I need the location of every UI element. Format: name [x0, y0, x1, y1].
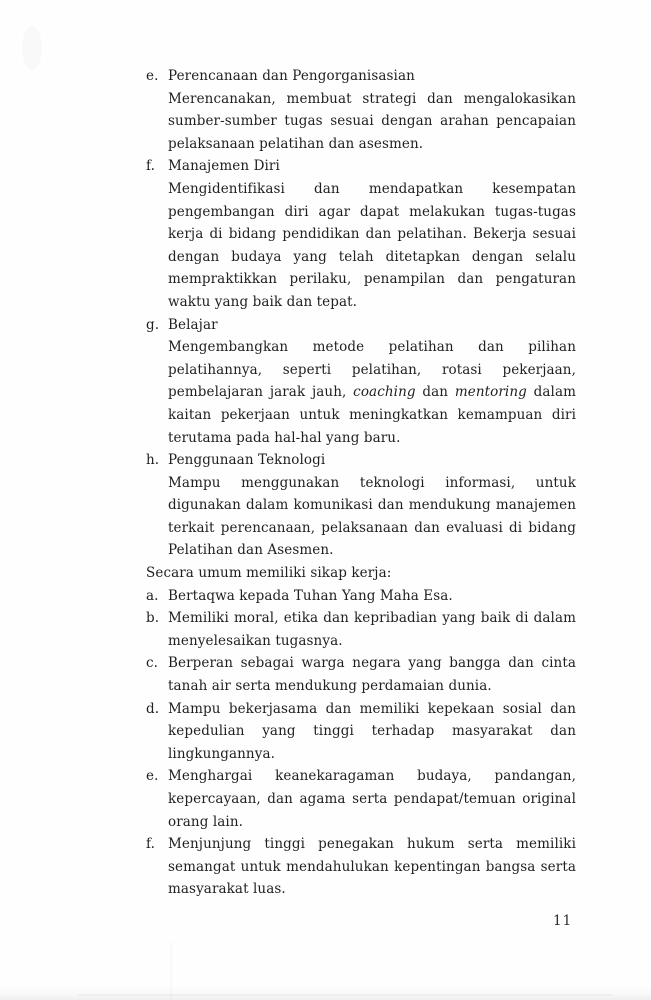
list-item-marker: b.	[146, 610, 160, 627]
list-item-title: Perencanaan dan Pengorganisasian	[168, 68, 415, 84]
body-italic-segment: coaching	[353, 384, 416, 401]
list-item-marker: c.	[146, 655, 159, 672]
list-item	[146, 65, 576, 155]
list-item	[146, 155, 576, 313]
body-text-segment: dan	[415, 384, 455, 401]
list-item-title: Belajar	[168, 316, 218, 333]
work-attitude-intro: Secara umum memiliki sikap kerja:	[146, 565, 392, 582]
list-item-marker: e.	[146, 768, 159, 785]
list-item-marker: h.	[146, 452, 160, 469]
page-number: 11	[553, 913, 573, 929]
list-item-body: Menghargai keanekaragaman budaya, pandangan, kepercayaan, dan agama serta pendapat/temuan original orang lain.	[168, 768, 576, 830]
body-text-segment: dalam kaitan pekerjaan untuk meningkatkan kemampuan diri terutama pada hal-hal yang baru.	[168, 384, 576, 446]
list-item-body: Mengidentifikasi dan mendapatkan kesempatan pengembangan diri agar dapat melakukan tugas-tugas kerja di bidang pendidikan dan pelatihan. Bekerja sesuai dengan budaya yang telah ditetapkan dengan selalu mempraktikkan perilaku, penampilan dan pengaturan waktu yang baik dan tepat.	[168, 180, 576, 310]
list-item-body: Bertaqwa kepada Tuhan Yang Maha Esa.	[168, 587, 453, 604]
list-item-marker: d.	[146, 700, 160, 717]
scan-smudge	[22, 26, 42, 70]
list-item-body: Mampu bekerjasama dan memiliki kepekaan sosial dan kepedulian yang tinggi terhadap masyarakat dan lingkungannya.	[168, 700, 576, 762]
list-item-body: Mampu menggunakan teknologi informasi, untuk digunakan dalam komunikasi dan mendukung manajemen terkait perencanaan, pelaksanaan dan evaluasi di bidang Pelatihan dan Asesmen.	[168, 474, 576, 559]
list-item-body: Merencanakan, membuat strategi dan mengalokasikan sumber-sumber tugas sesuai dengan arahan pencapaian pelaksanaan pelatihan dan asesmen.	[168, 90, 576, 152]
list-item	[146, 314, 576, 450]
list-item-body: Menjunjung tinggi penegakan hukum serta memiliki semangat untuk mendahulukan kepentingan bangsa serta masyarakat luas.	[168, 836, 576, 898]
list-item-body: Memiliki moral, etika dan kepribadian yang baik di dalam menyelesaikan tugasnya.	[168, 610, 576, 649]
list-item	[146, 833, 576, 901]
list-item	[146, 585, 576, 608]
list-item-title: Manajemen Diri	[168, 158, 280, 175]
list-item-marker: g.	[146, 316, 160, 333]
list-item-body: Berperan sebagai warga negara yang bangga dan cinta tanah air serta mendukung perdamaian dunia.	[168, 655, 576, 695]
list-item	[146, 698, 576, 766]
list-item-title: Penggunaan Teknologi	[168, 452, 326, 469]
list-item-marker: a.	[146, 587, 159, 604]
list-item	[146, 607, 576, 652]
list-item	[146, 652, 576, 697]
list-item-marker: f.	[146, 158, 156, 175]
list-item-marker: f.	[146, 836, 156, 853]
list-item-marker: e.	[146, 68, 159, 84]
list-item	[146, 449, 576, 562]
body-text-segment: Mengembangkan metode pelatihan dan pilihan pelatihannya, seperti pelatihan, rotasi pekerjaan, pembelajaran jarak jauh,	[168, 339, 576, 401]
body-italic-segment: mentoring	[454, 384, 527, 401]
page-content	[146, 65, 576, 901]
list-item	[146, 765, 576, 833]
scan-bottom-shade	[0, 986, 651, 1000]
list-item-body	[168, 336, 576, 449]
